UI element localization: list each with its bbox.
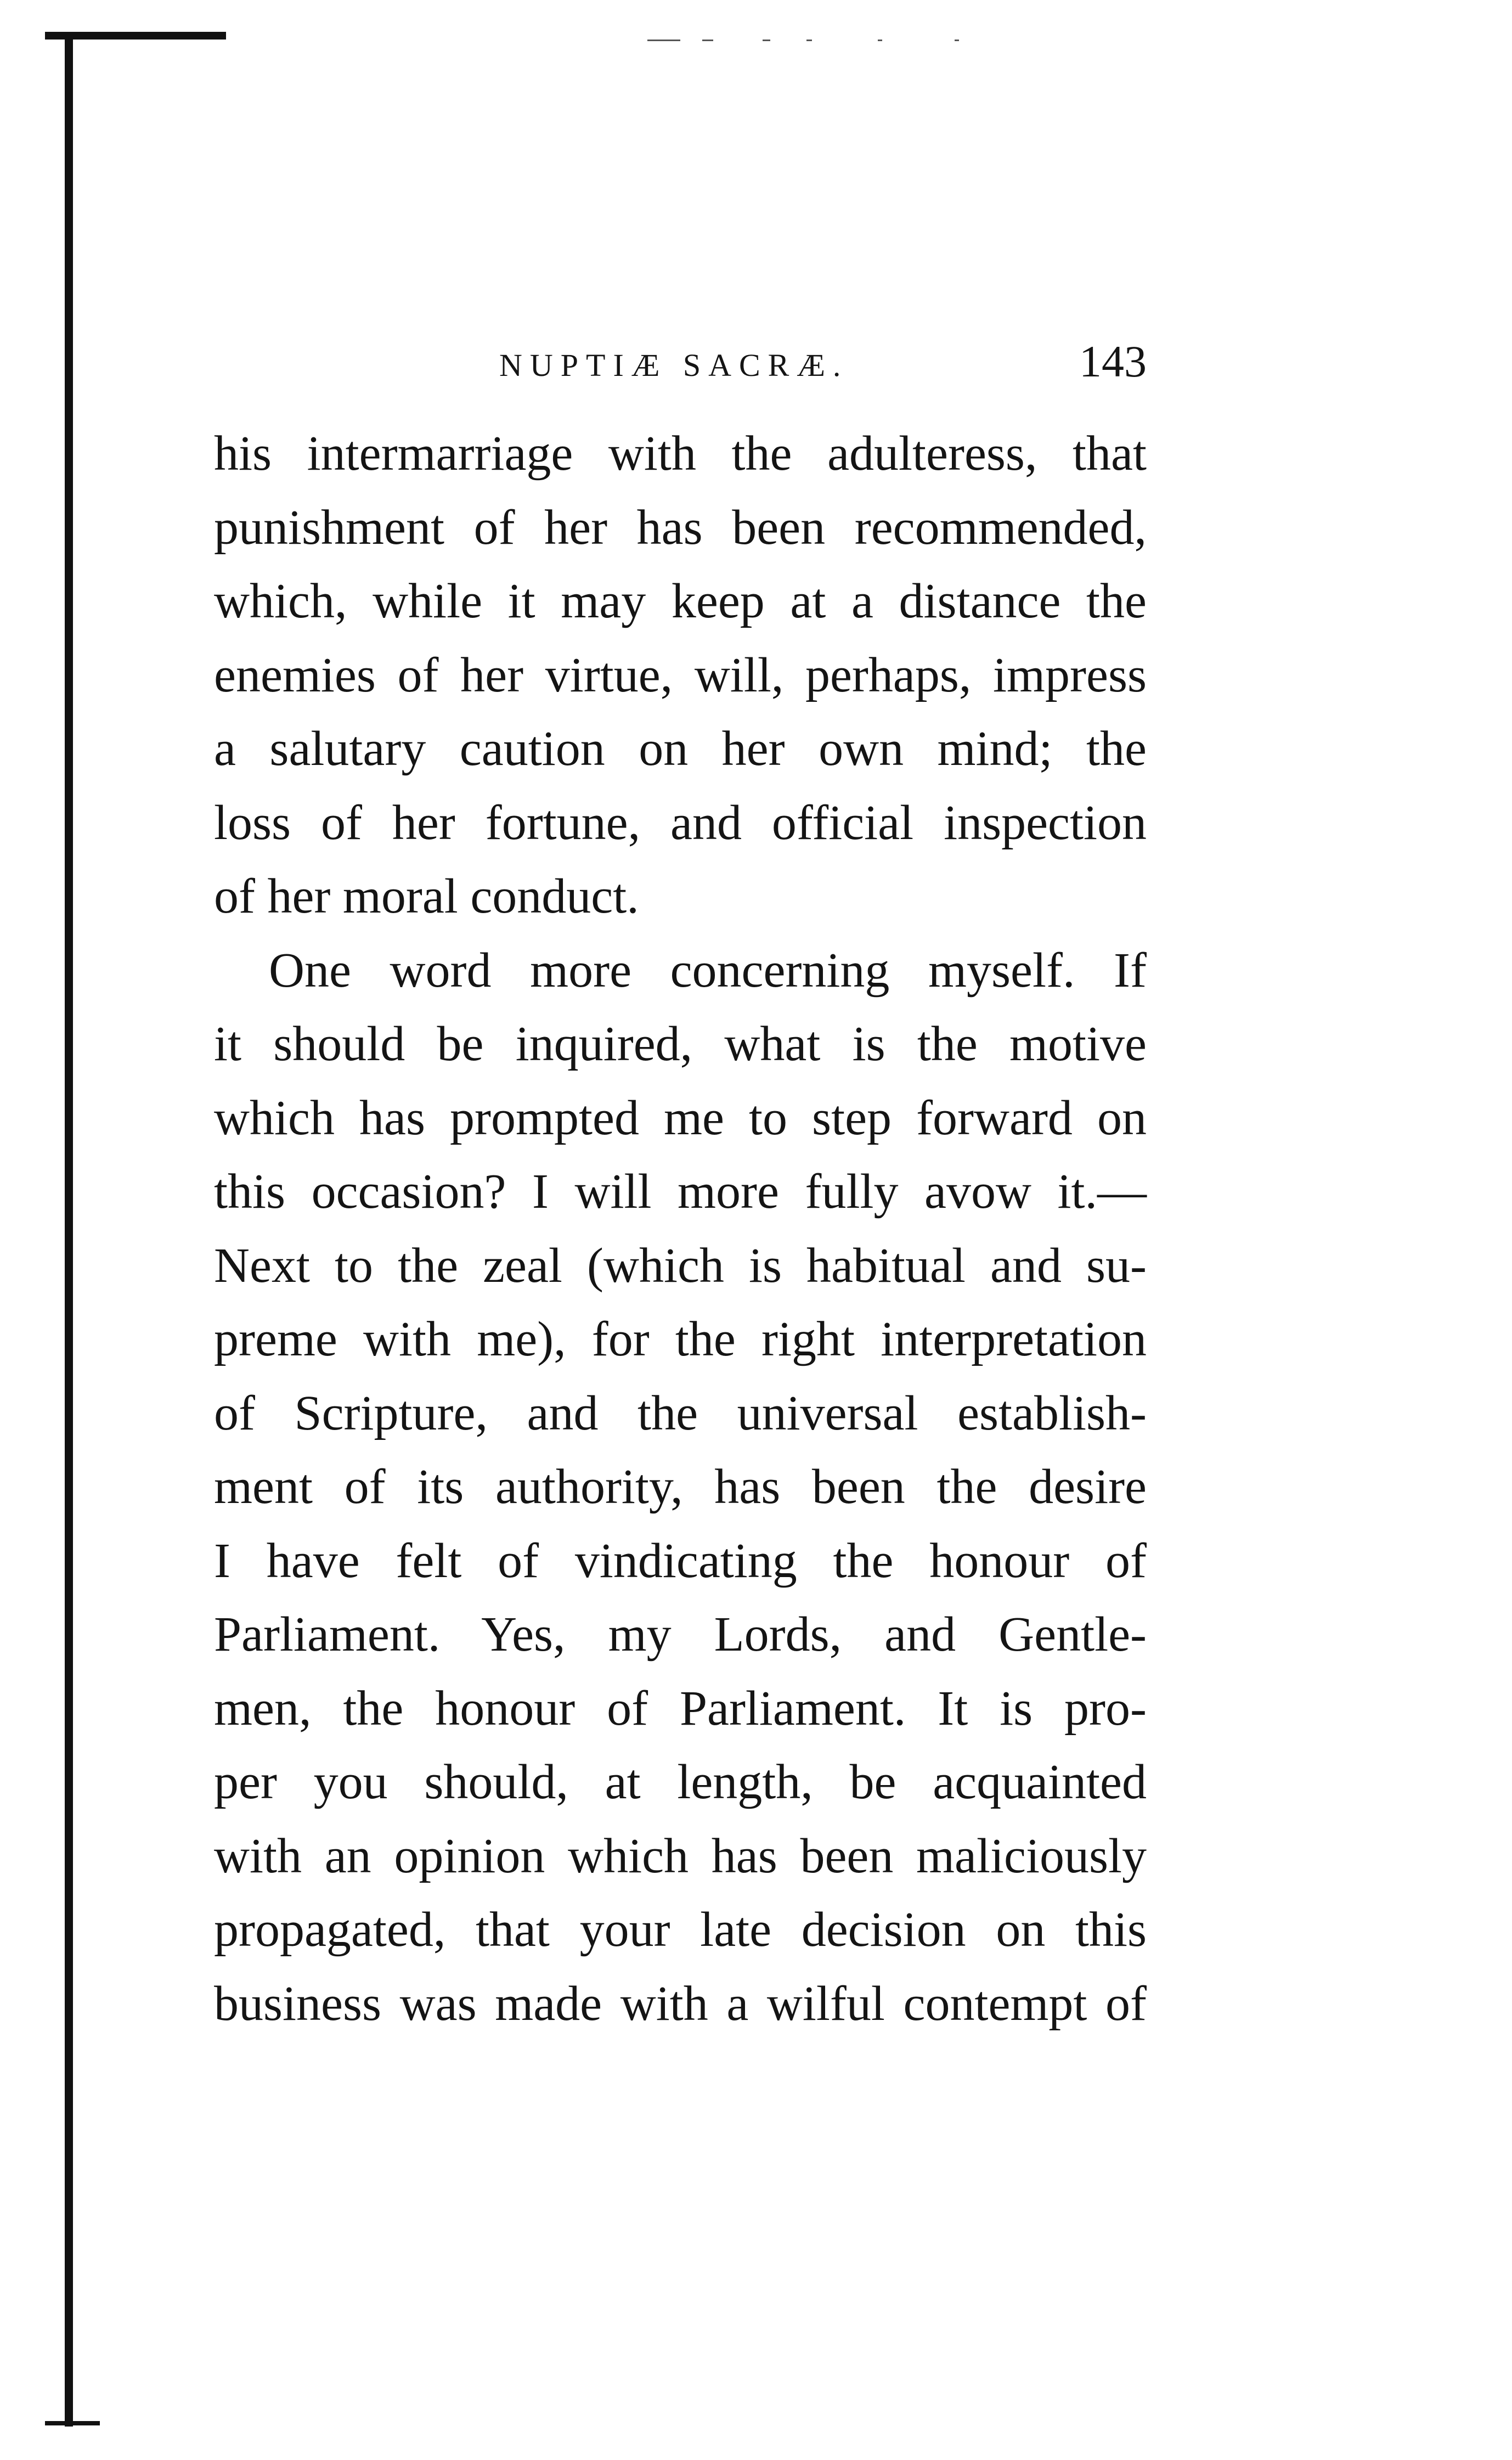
text-line: this occasion? I will more fully avow it.— (214, 1164, 1147, 1219)
running-head: NUPTIÆ SACRÆ. (499, 347, 849, 383)
text-line: a salutary caution on her own mind; the (214, 722, 1147, 776)
text-line: per you should, at length, be acquainted (214, 1755, 1147, 1809)
text-line: propagated, that your late decision on this (214, 1902, 1147, 1957)
text-line: with an opinion which has been maliciously (214, 1828, 1147, 1883)
text-line: men, the honour of Parliament. It is pro- (214, 1681, 1147, 1736)
scan-frame-left-edge (65, 34, 73, 2427)
text-line: business was made with a wilful contempt of (214, 1976, 1147, 2031)
scan-artifact-dots (647, 40, 977, 45)
text-line: One word more concerning myself. If (269, 943, 1147, 998)
body-text (214, 417, 1147, 2041)
page-number: 143 (1079, 336, 1147, 386)
page-header (214, 336, 1147, 391)
text-line: ment of its authority, has been the desire (214, 1460, 1147, 1514)
text-line: Parliament. Yes, my Lords, and Gentle- (214, 1607, 1147, 1662)
text-line: loss of her fortune, and official inspection (214, 795, 1147, 850)
text-line: it should be inquired, what is the motive (214, 1017, 1147, 1071)
text-line: punishment of her has been recommended, (214, 500, 1147, 555)
text-line: which, while it may keep at a distance the (214, 574, 1147, 628)
scan-frame-bottom-edge (45, 2421, 100, 2425)
text-line: his intermarriage with the adulteress, that (214, 426, 1147, 481)
text-line: preme with me), for the right interpretation (214, 1312, 1147, 1366)
text-line: enemies of her virtue, will, perhaps, impress (214, 648, 1147, 702)
text-line: which has prompted me to step forward on (214, 1090, 1147, 1145)
text-line: I have felt of vindicating the honour of (214, 1533, 1147, 1588)
text-line: of her moral conduct. (214, 869, 639, 924)
text-line: Next to the zeal (which is habitual and su- (214, 1238, 1147, 1293)
text-line: of Scripture, and the universal establish- (214, 1386, 1147, 1440)
